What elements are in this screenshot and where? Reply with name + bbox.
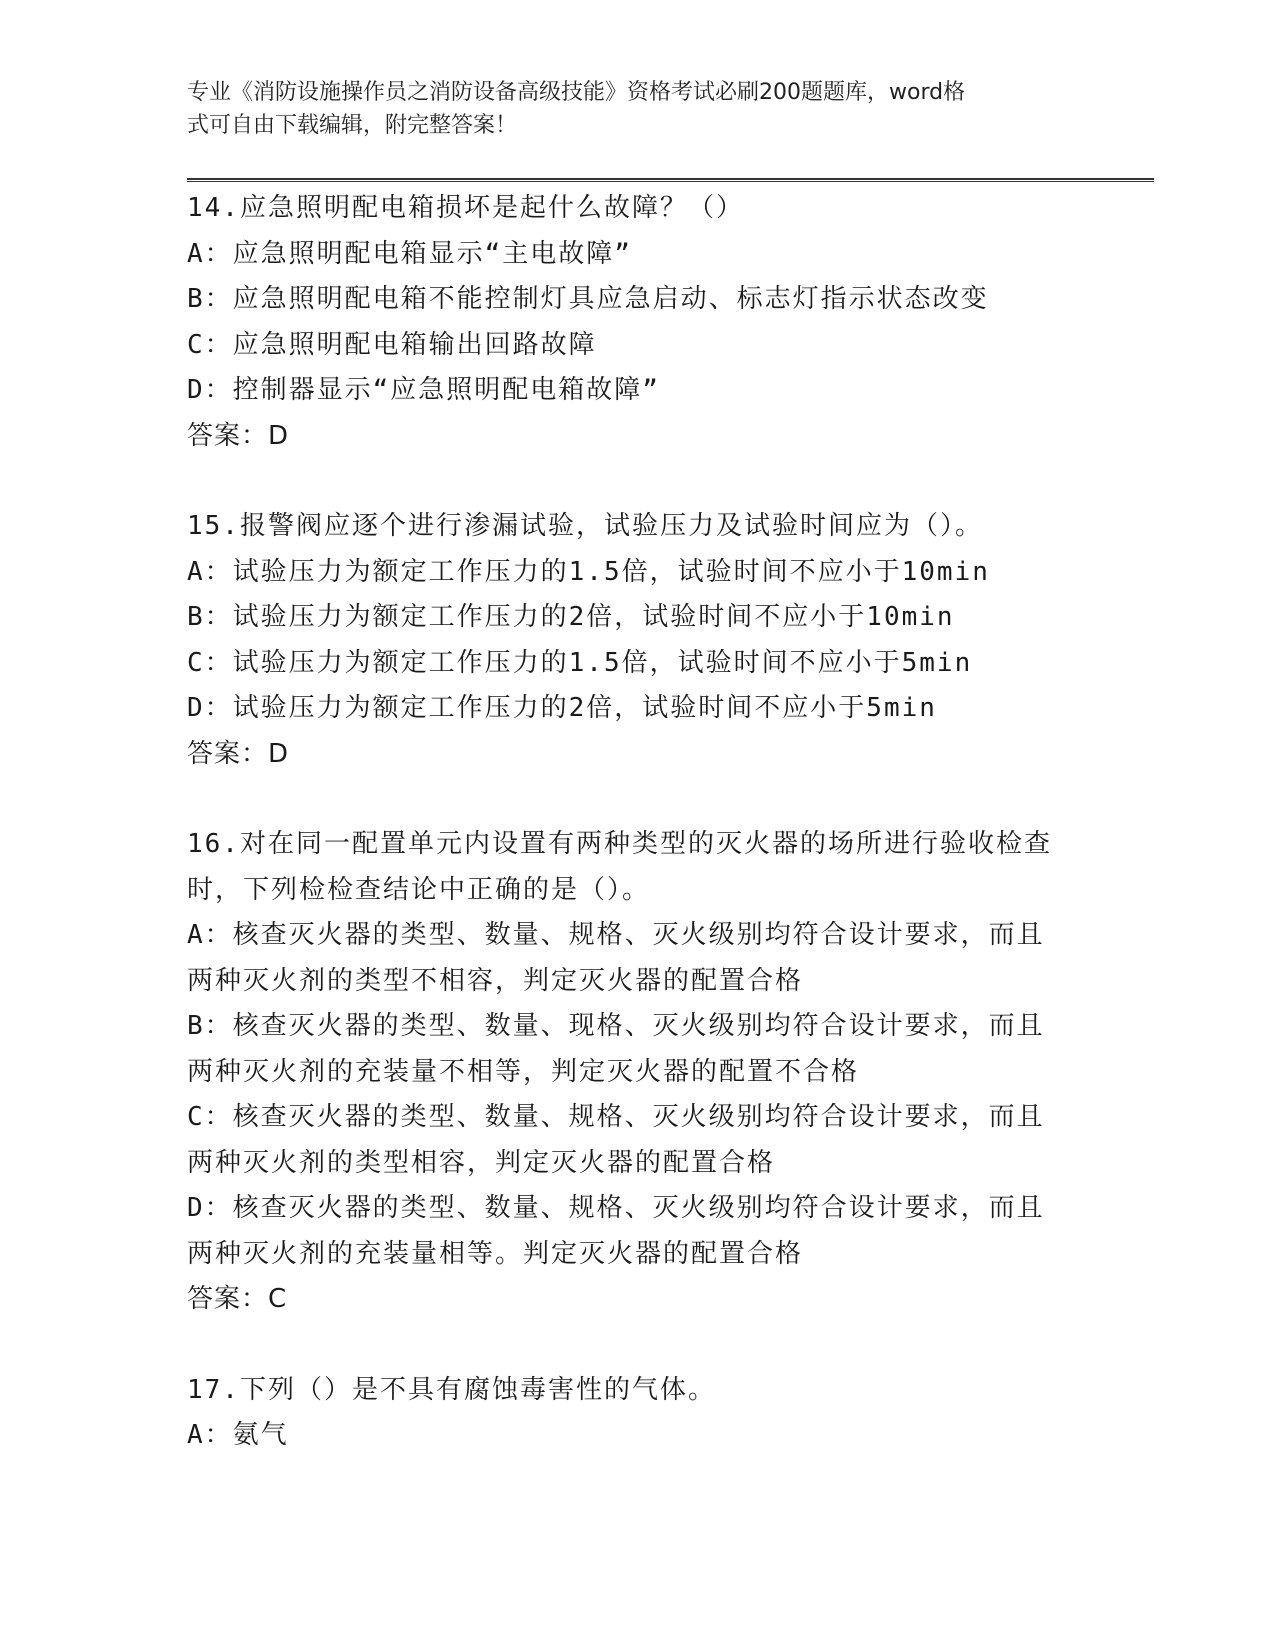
option-a: A：氨气 bbox=[187, 1420, 289, 1450]
option-a: A：应急照明配电箱显示“主电故障” bbox=[187, 238, 632, 269]
header-line-1: 专业《消防设施操作员之消防设备高级技能》资格考试必刷200题题库，word格 bbox=[187, 80, 966, 105]
question-stem: 15.报警阀应逐个进行渗漏试验，试验压力及试验时间应为（）。 bbox=[187, 511, 983, 541]
header-line-2: 式可自由下载编辑，附完整答案！ bbox=[187, 113, 518, 138]
answer-label: 答案：C bbox=[187, 1284, 288, 1314]
question-stem: 14.应急照明配电箱损坏是起什么故障？（） bbox=[187, 193, 744, 223]
question-15 bbox=[187, 504, 1087, 777]
option-d: D：控制器显示“应急照明配电箱故障” bbox=[187, 375, 660, 405]
answer-label: 答案：D bbox=[187, 738, 290, 769]
option-b: B：应急照明配电箱不能控制灯具应急启动、标志灯指示状态改变 bbox=[187, 284, 989, 314]
option-c: C：核查灭火器的类型、数量、规格、灭火级别均符合设计要求，而且 bbox=[187, 1102, 1045, 1132]
option-b: B：核查灭火器的类型、数量、现格、灭火级别均符合设计要求，而且 bbox=[187, 1011, 1045, 1041]
question-list bbox=[187, 186, 1087, 1504]
question-stem: 17.下列（）是不具有腐蚀毒害性的气体。 bbox=[187, 1374, 716, 1405]
question-16 bbox=[187, 822, 1087, 1323]
option-b: B：试验压力为额定工作压力的2倍，试验时间不应小于10min bbox=[187, 602, 955, 632]
answer-label: 答案：D bbox=[187, 420, 290, 451]
option-a: A：核查灭火器的类型、数量、规格、灭火级别均符合设计要求，而且 bbox=[187, 920, 1045, 950]
option-c: C：试验压力为额定工作压力的1.5倍，试验时间不应小于5min bbox=[187, 647, 973, 678]
question-stem-cont: 时，下列检检查结论中正确的是（）。 bbox=[187, 874, 651, 905]
question-17 bbox=[187, 1368, 1087, 1459]
option-d: D：试验压力为额定工作压力的2倍，试验时间不应小于5min bbox=[187, 693, 937, 723]
option-c-cont: 两种灭火剂的类型相容，判定灭火器的配置合格 bbox=[187, 1147, 776, 1178]
option-d: D：核查灭火器的类型、数量、规格、灭火级别均符合设计要求，而且 bbox=[187, 1193, 1045, 1223]
option-a: A：试验压力为额定工作压力的1.5倍，试验时间不应小于10min bbox=[187, 556, 990, 587]
option-a-cont: 两种灭火剂的类型不相容，判定灭火器的配置合格 bbox=[187, 965, 804, 996]
option-c: C：应急照明配电箱输出回路故障 bbox=[187, 329, 597, 360]
option-b-cont: 两种灭火剂的充装量不相等，判定灭火器的配置不合格 bbox=[187, 1056, 860, 1087]
header-divider bbox=[187, 178, 1154, 182]
question-14 bbox=[187, 186, 1087, 459]
option-d-cont: 两种灭火剂的充装量相等。判定灭火器的配置合格 bbox=[187, 1238, 804, 1269]
page-header bbox=[187, 76, 1067, 142]
question-stem: 16.对在同一配置单元内设置有两种类型的灭火器的场所进行验收检查 bbox=[187, 829, 1052, 859]
